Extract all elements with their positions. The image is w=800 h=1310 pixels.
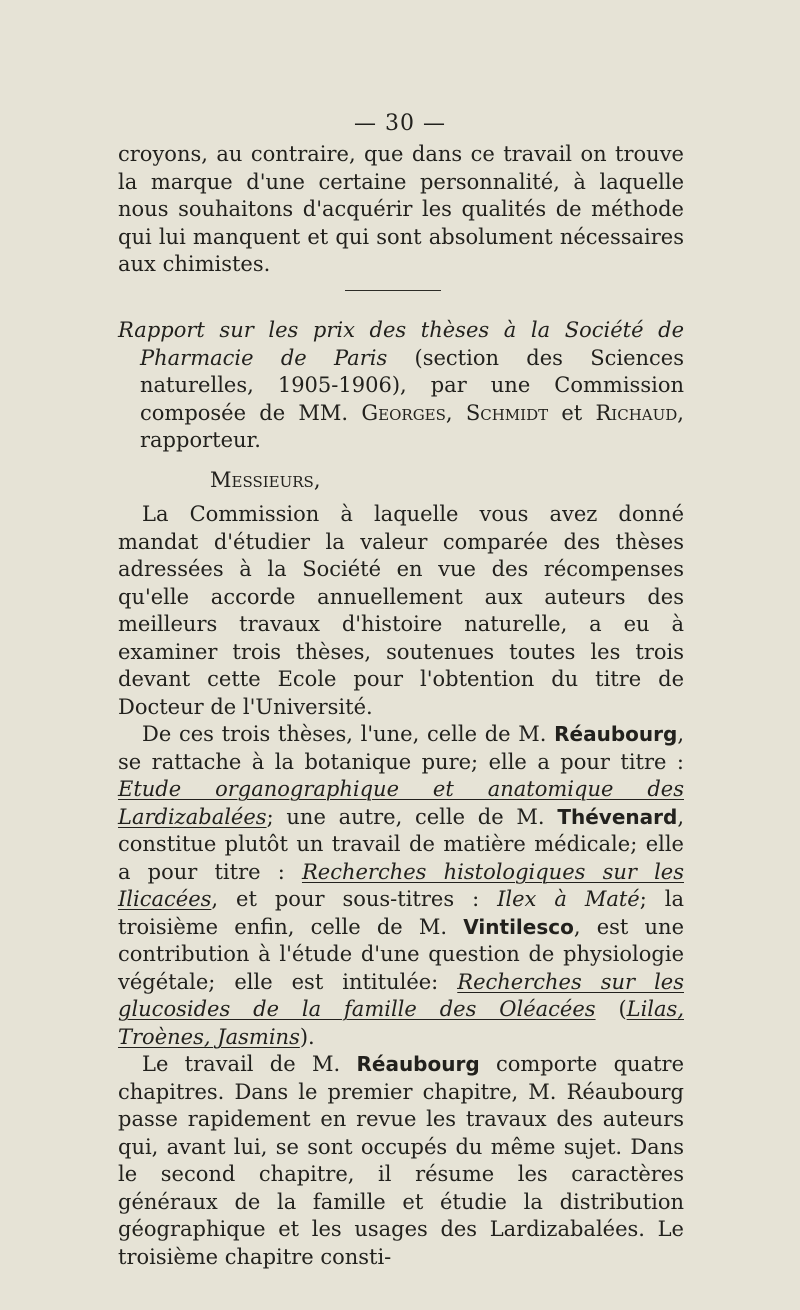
paragraph-reaubourg-work — [118, 1051, 684, 1271]
page-number: — 30 — — [354, 111, 446, 136]
paragraph-commission: La Commission à laquelle vous avez donné mandat d'étudier la valeur comparée des thèses adressées à la Société en vue des récompenses qu'elle accorde annuellement aux auteurs des meilleurs travaux d'histoire naturelle, a eu à examiner trois thèses, soutenues toutes les trois devant cette Ecole pour l'obtention du titre de Docteur de l'Université. — [118, 502, 684, 719]
author-reaubourg-2: Réaubourg — [356, 1052, 480, 1076]
thesis-subtitle-thevenard: Ilex à Maté — [497, 887, 640, 911]
text-run: , constitue plutôt un travail de matière médicale; elle a pour titre : — [118, 804, 684, 884]
thesis-title-reaubourg: Etude organographique et anatomique des Lardizabalées — [118, 777, 684, 829]
member-richaud: Richaud — [595, 400, 678, 425]
text-run: ). — [299, 1024, 315, 1049]
member-georges: Georges — [361, 400, 446, 425]
author-reaubourg: Réaubourg — [554, 722, 678, 746]
report-title — [118, 317, 684, 455]
author-thevenard: Thévenard — [557, 804, 678, 829]
text-run: , est une contribution à l'étude d'une question de physiologie végétale; elle est intitulée: — [118, 914, 685, 994]
member-separator: et — [548, 400, 596, 425]
section-divider — [345, 290, 441, 291]
report-section — [118, 317, 684, 1271]
author-vintilesco: Vintilesco — [463, 914, 574, 939]
thesis-subtitle-vintilesco: Lilas, Troènes, Jasmins — [118, 997, 684, 1049]
text-run: ; une autre, celle de M. — [266, 804, 558, 829]
text-run: ; la troisième enfin, celle de M. — [118, 887, 684, 939]
intro-text: croyons, au contraire, que dans ce travail on trouve la marque d'une certaine personnalité, à laquelle nous souhaitons d'acquérir les qualités de méthode qui lui manquent et qui sont absolument nécessaires aux chimistes. — [118, 142, 684, 276]
text-run: , se rattache à la botanique pure; elle a pour titre : — [118, 722, 684, 774]
text-run: ( — [595, 997, 627, 1021]
text-run: comporte quatre chapitres. Dans le premier chapitre, M. Réaubourg passe rapidement en revue les travaux des auteurs qui, avant lui, se sont occupés du même sujet. Dans le second chapitre, il résume les caractères généraux de la famille et étudie la distribution géographique et les usages des Lardizabalées. Le troisième chapitre consti- — [118, 1052, 684, 1269]
thesis-title-thevenard: Recherches histologiques sur les Ilicacées — [118, 859, 684, 911]
text-run: , et pour sous-titres : — [211, 887, 498, 911]
thesis-title-vintilesco: Recherches sur les glucosides de la famille des Oléacées — [118, 969, 684, 1021]
text-run: Le travail de M. — [142, 1052, 357, 1076]
member-schmidt: Schmidt — [465, 400, 549, 425]
intro-paragraph — [118, 141, 684, 279]
greeting: Messieurs, — [210, 467, 321, 492]
report-title-italic: Rapport sur les prix des thèses à la Société de Pharmacie de Paris — [118, 318, 684, 370]
paragraph-theses — [118, 721, 684, 1051]
member-separator: , — [445, 400, 466, 425]
report-title-end: , rapporteur. — [140, 400, 684, 452]
report-title-rest: (section des Sciences naturelles, 1905-1906), par une Commission composée de MM. — [140, 345, 684, 425]
text-run: De ces trois thèses, l'une, celle de M. — [142, 722, 555, 746]
